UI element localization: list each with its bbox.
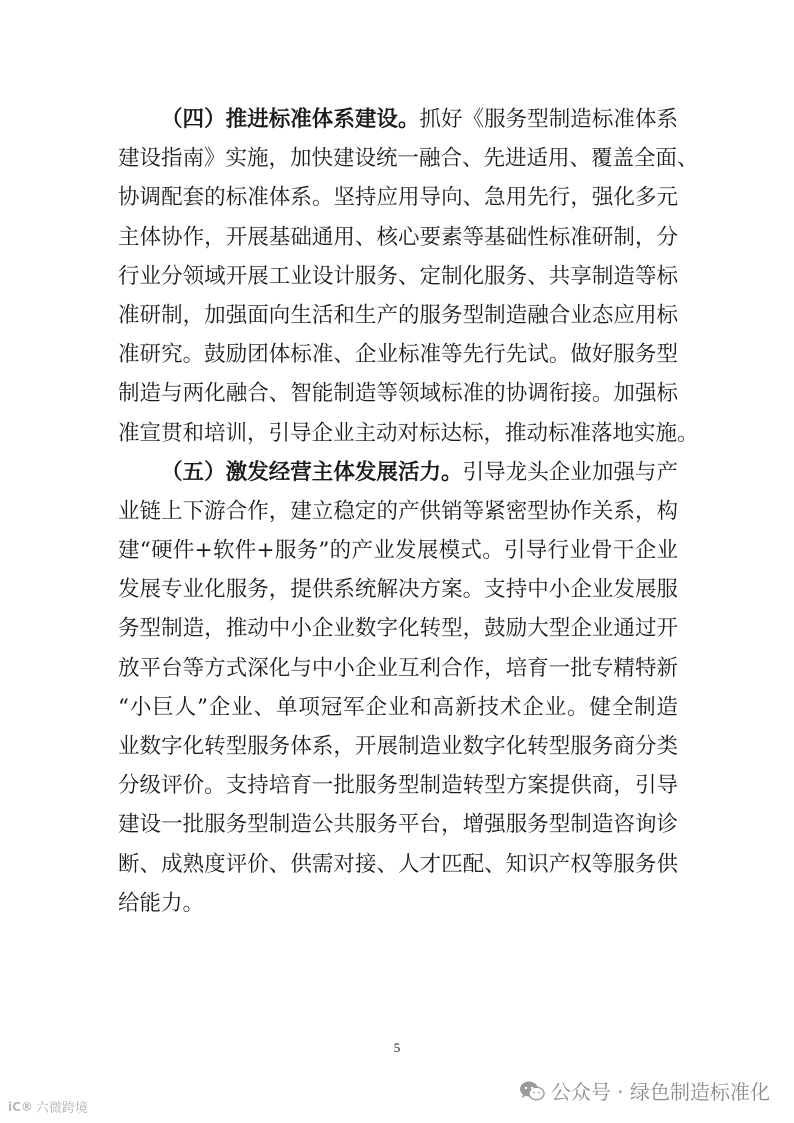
text-line: 建“硬件+软件+服务”的产业发展模式。引导行业骨干企业 [118, 538, 678, 564]
section-heading: （四）推进标准体系建设。 [161, 107, 420, 132]
document-body [118, 100, 699, 923]
watermark-source-text: 六微跨境 [35, 1101, 88, 1116]
text-line: 行业分领域开展工业设计服务、定制化服务、共享制造等标 [118, 263, 678, 289]
watermark-account-text: 公众号 · 绿色制造标准化 [550, 1080, 770, 1104]
text-line: （四）推进标准体系建设。抓好《服务型制造标准体系 [161, 107, 678, 132]
text-line: （五）激发经营主体发展活力。引导龙头企业加强与产 [161, 459, 678, 485]
text-line: 准宣贯和培训，引导企业主动对标达标，推动标准落地实施。 [118, 420, 699, 446]
section-heading: （五）激发经营主体发展活力。 [161, 459, 463, 485]
text-line: “小巨人”企业、单项冠军企业和高新技术企业。健全制造 [118, 694, 678, 720]
text-line: 断、成熟度评价、供需对接、人才匹配、知识产权等服务供 [118, 851, 678, 877]
text-line: 业数字化转型服务体系，开展制造业数字化转型服务商分类 [118, 734, 678, 759]
text-line: 分级评价。支持培育一批服务型制造转型方案提供商，引导 [118, 773, 678, 799]
page-number: 5 [393, 1040, 401, 1055]
text-line: 准研制，加强面向生活和生产的服务型制造融合业态应用标 [118, 302, 678, 328]
paragraph-5 [118, 453, 678, 923]
text-line: 务型制造，推动中小企业数字化转型，鼓励大型企业通过开 [118, 616, 678, 642]
text-line: 建设一批服务型制造公共服务平台，增强服务型制造咨询诊 [118, 812, 678, 838]
text-line: 放平台等方式深化与中小企业互利合作，培育一批专精特新 [118, 655, 678, 681]
paragraph-4 [118, 100, 699, 453]
wechat-icon [519, 1080, 545, 1102]
source-logo-icon: iC® [8, 1099, 33, 1114]
text-line: 建设指南》实施，加快建设统一融合、先进适用、覆盖全面、 [118, 146, 699, 172]
text-line: 给能力。 [118, 890, 205, 916]
text-line: 制造与两化融合、智能制造等领域标准的协调衔接。加强标 [118, 381, 678, 407]
watermark-source [8, 1097, 88, 1116]
text-line: 业链上下游合作，建立稳定的产供销等紧密型协作关系，构 [118, 498, 678, 524]
text-line: 主体协作，开展基础通用、核心要素等基础性标准研制，分 [118, 224, 678, 250]
watermark-account [519, 1076, 770, 1105]
text-line: 准研究。鼓励团体标准、企业标准等先行先试。做好服务型 [118, 342, 678, 368]
text-line: 协调配套的标准体系。坚持应用导向、急用先行，强化多元 [118, 185, 678, 211]
text-line: 发展专业化服务，提供系统解决方案。支持中小企业发展服 [118, 577, 678, 603]
